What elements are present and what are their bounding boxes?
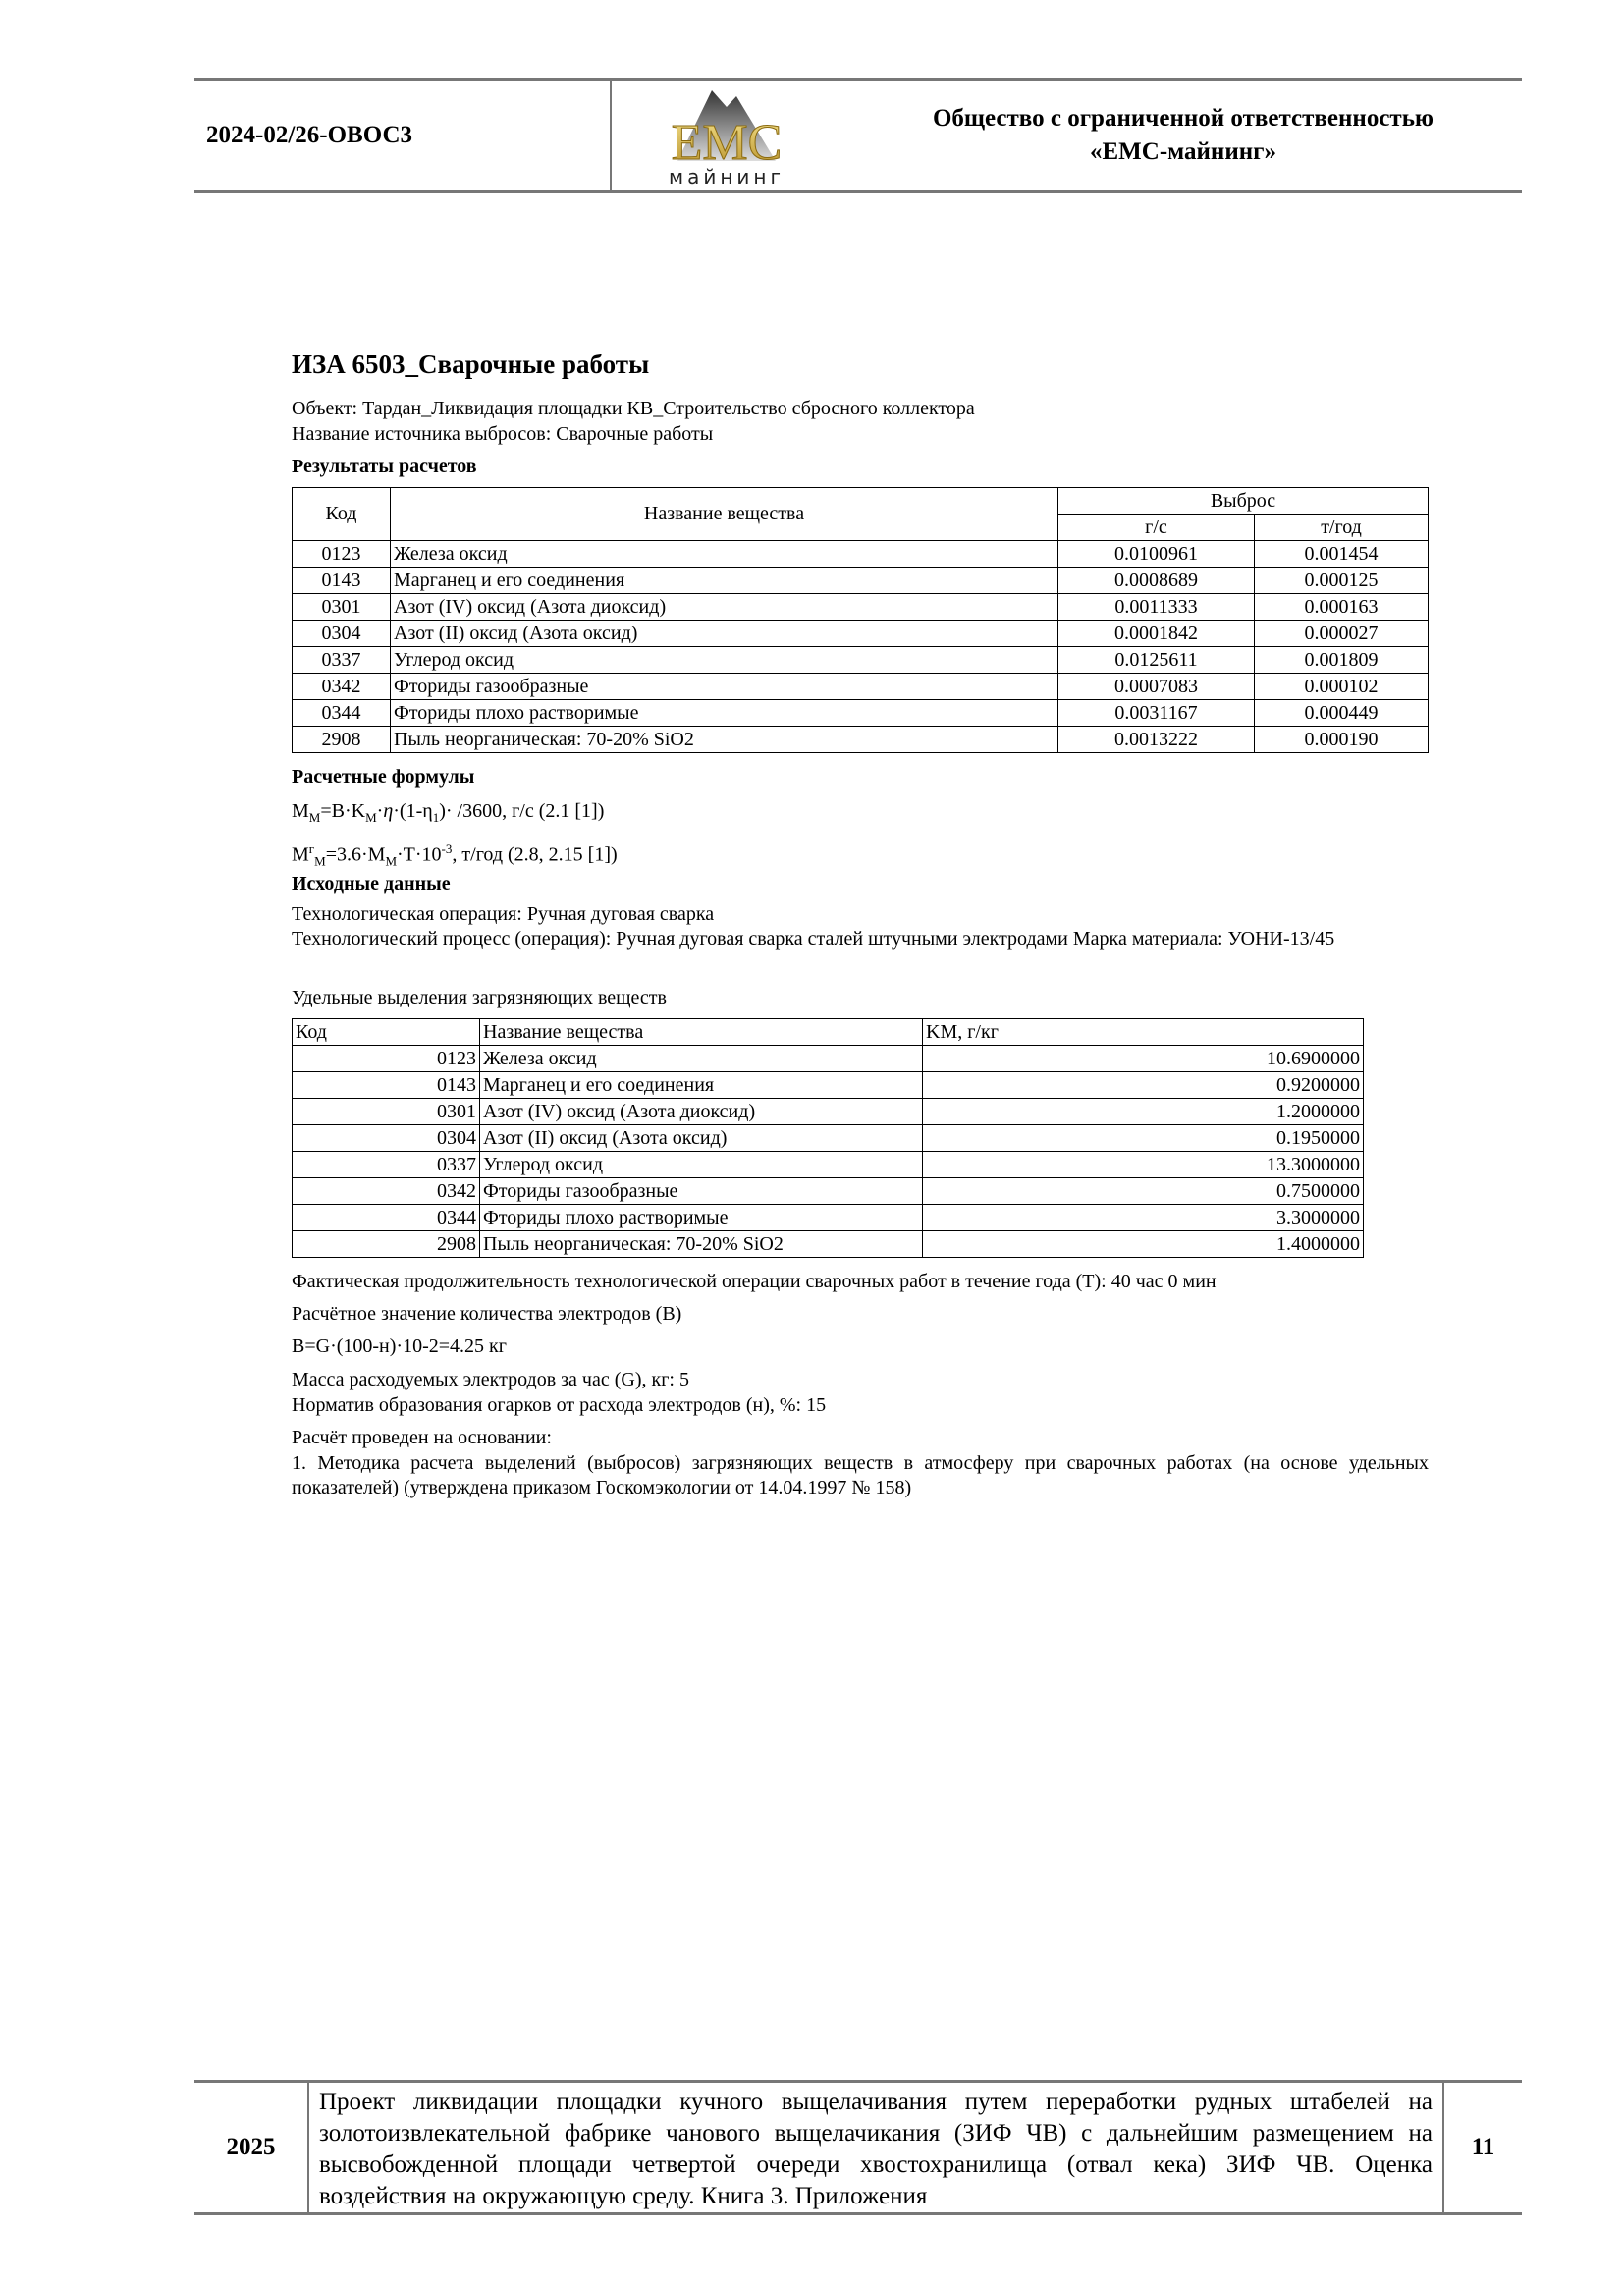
table-row (293, 1152, 1364, 1178)
cell-name: Пыль неорганическая: 70-20% SiO2 (391, 727, 1058, 753)
footer-year: 2025 (194, 2083, 309, 2212)
table-row (293, 541, 1429, 568)
results-table (292, 487, 1429, 753)
document-code: 2024-02/26-ОВОС3 (206, 121, 413, 148)
object-line: Объект: Тардан_Ликвидация площадки КВ_Строительство сбросного коллектора (292, 398, 975, 419)
cell-code: 0304 (293, 621, 391, 647)
cell-value-2: 0.000190 (1255, 727, 1429, 753)
cell-code: 0301 (293, 1099, 480, 1125)
cell-name: Фториды плохо растворимые (391, 700, 1058, 727)
table-row (293, 700, 1429, 727)
cell-code: 0337 (293, 1152, 480, 1178)
tech-process: Технологический процесс (операция): Ручная дуговая сварка сталей штучными электродами Марка материала: УОНИ-13/45 (292, 928, 1335, 950)
cell-value: 1.2000000 (923, 1099, 1364, 1125)
electrodes-label: Расчётное значение количества электродов (B) (292, 1303, 682, 1325)
results-heading: Результаты расчетов (292, 456, 477, 477)
cell-name: Железа оксид (391, 541, 1058, 568)
cell-code: 0301 (293, 594, 391, 621)
input-heading: Исходные данные (292, 873, 451, 895)
cell-code: 2908 (293, 1231, 480, 1258)
cell-value-2: 0.000163 (1255, 594, 1429, 621)
cell-value: 3.3000000 (923, 1205, 1364, 1231)
organization-name (844, 79, 1522, 191)
col-name: Название вещества (480, 1019, 923, 1046)
table-row (293, 674, 1429, 700)
cell-value: 0.0013222 (1058, 727, 1255, 753)
table-row (293, 568, 1429, 594)
cell-value-2: 0.000027 (1255, 621, 1429, 647)
cell-code: 0143 (293, 568, 391, 594)
col-k: KM, г/кг (923, 1019, 1364, 1046)
table-row (293, 1099, 1364, 1125)
table-row (293, 1072, 1364, 1099)
table-row (293, 1046, 1364, 1072)
tech-operation: Технологическая операция: Ручная дуговая сварка (292, 903, 715, 925)
cell-value: 10.6900000 (923, 1046, 1364, 1072)
cell-value: 0.0125611 (1058, 647, 1255, 674)
formula-1: $M_M=B\cdot K_M\cdot\eta\cdot(1-\eta_1)\cdot /3600$, г/с (2.1 [1]) (292, 800, 605, 825)
col-code: Код (293, 1019, 480, 1046)
specific-heading: Удельные выделения загрязняющих веществ (292, 987, 667, 1008)
basis-label: Расчёт проведен на основании: (292, 1427, 552, 1448)
cell-name: Азот (IV) оксид (Азота диоксид) (391, 594, 1058, 621)
table-row (293, 1125, 1364, 1152)
mass-line: Масса расходуемых электродов за час (G), кг: 5 (292, 1369, 689, 1390)
cell-code: 0344 (293, 700, 391, 727)
cell-value-2: 0.001454 (1255, 541, 1429, 568)
cell-name: Фториды газообразные (391, 674, 1058, 700)
electrodes-formula: B=G·(100-н)·10-2=4.25 кг (292, 1335, 507, 1357)
col-ty: т/год (1255, 515, 1429, 541)
cell-name: Азот (II) оксид (Азота оксид) (391, 621, 1058, 647)
cell-name: Углерод оксид (391, 647, 1058, 674)
table-row (293, 1205, 1364, 1231)
cell-code: 0123 (293, 1046, 480, 1072)
cell-value: 0.0008689 (1058, 568, 1255, 594)
cell-code: 0143 (293, 1072, 480, 1099)
cell-value: 1.4000000 (923, 1231, 1364, 1258)
cell-value: 13.3000000 (923, 1152, 1364, 1178)
cell-name: Азот (II) оксид (Азота оксид) (480, 1125, 923, 1152)
cell-name: Марганец и его соединения (391, 568, 1058, 594)
table-row (293, 621, 1429, 647)
table-row (293, 647, 1429, 674)
org-line-2: «ЕМС-майнинг» (1090, 137, 1276, 165)
page-number: 11 (1471, 2134, 1495, 2160)
formulas-heading: Расчетные формулы (292, 766, 475, 788)
svg-text:майнинг: майнинг (669, 165, 785, 189)
header-divider (610, 81, 612, 190)
cell-value: 0.9200000 (923, 1072, 1364, 1099)
page-footer (194, 2080, 1522, 2215)
footer-description: Проект ликвидации площадки кучного выщелачивания путем переработки рудных штабелей на золотоизвлекательной фабрике чанового выщелачикания (ЗИФ ЧВ) с дальнейшим размещением на высвобожденной площади четвертой очереди хвостохранилища (отвал кека) ЗИФ ЧВ. Оценка воздействия на окружающую среду. Книга 3. Приложения (309, 2083, 1444, 2212)
cell-value: 0.1950000 (923, 1125, 1364, 1152)
cell-code: 0342 (293, 674, 391, 700)
cell-value-2: 0.000125 (1255, 568, 1429, 594)
cell-name: Углерод оксид (480, 1152, 923, 1178)
cell-value-2: 0.000449 (1255, 700, 1429, 727)
cell-name: Марганец и его соединения (480, 1072, 923, 1099)
cell-code: 2908 (293, 727, 391, 753)
page-title: ИЗА 6503_Сварочные работы (292, 350, 650, 379)
cell-value: 0.7500000 (923, 1178, 1364, 1205)
table-row (293, 1231, 1364, 1258)
cell-value-2: 0.001809 (1255, 647, 1429, 674)
cell-name: Пыль неорганическая: 70-20% SiO2 (480, 1231, 923, 1258)
cell-value: 0.0031167 (1058, 700, 1255, 727)
cell-value: 0.0011333 (1058, 594, 1255, 621)
cell-code: 0342 (293, 1178, 480, 1205)
org-line-1: Общество с ограниченной ответственностью (932, 104, 1435, 132)
col-code: Код (293, 488, 391, 541)
col-gs: г/с (1058, 515, 1255, 541)
cell-code: 0344 (293, 1205, 480, 1231)
cell-name: Железа оксид (480, 1046, 923, 1072)
company-logo (638, 82, 815, 189)
cell-code: 0337 (293, 647, 391, 674)
duration-line: Фактическая продолжительность технологической операции сварочных работ в течение года (T): 40 час 0 мин (292, 1271, 1217, 1292)
basis-item: 1. Методика расчета выделений (выбросов) загрязняющих веществ в атмосферу при сварочных работах (на основе удельных показателей) (утверждена приказом Госкомэкологии от 14.04.1997 № 158) (292, 1452, 1429, 1498)
cell-value-2: 0.000102 (1255, 674, 1429, 700)
col-emission: Выброс (1058, 488, 1429, 515)
col-name: Название вещества (391, 488, 1058, 541)
formula-2: $M^г_M=3.6\cdot M_M\cdot T\cdot 10^{-3}$, т/год (2.8, 2.15 [1]) (292, 842, 618, 869)
cell-name: Фториды плохо растворимые (480, 1205, 923, 1231)
cell-code: 0123 (293, 541, 391, 568)
source-line: Название источника выбросов: Сварочные работы (292, 423, 714, 445)
specific-emissions-table (292, 1018, 1364, 1258)
cell-name: Фториды газообразные (480, 1178, 923, 1205)
cell-code: 0304 (293, 1125, 480, 1152)
table-row (293, 1178, 1364, 1205)
cell-value: 0.0001842 (1058, 621, 1255, 647)
table-row (293, 727, 1429, 753)
svg-text:ЕМС: ЕМС (671, 115, 783, 171)
norm-line: Норматив образования огарков от расхода электродов (н), %: 15 (292, 1394, 827, 1416)
cell-value: 0.0007083 (1058, 674, 1255, 700)
cell-name: Азот (IV) оксид (Азота диоксид) (480, 1099, 923, 1125)
cell-value: 0.0100961 (1058, 541, 1255, 568)
table-row (293, 594, 1429, 621)
